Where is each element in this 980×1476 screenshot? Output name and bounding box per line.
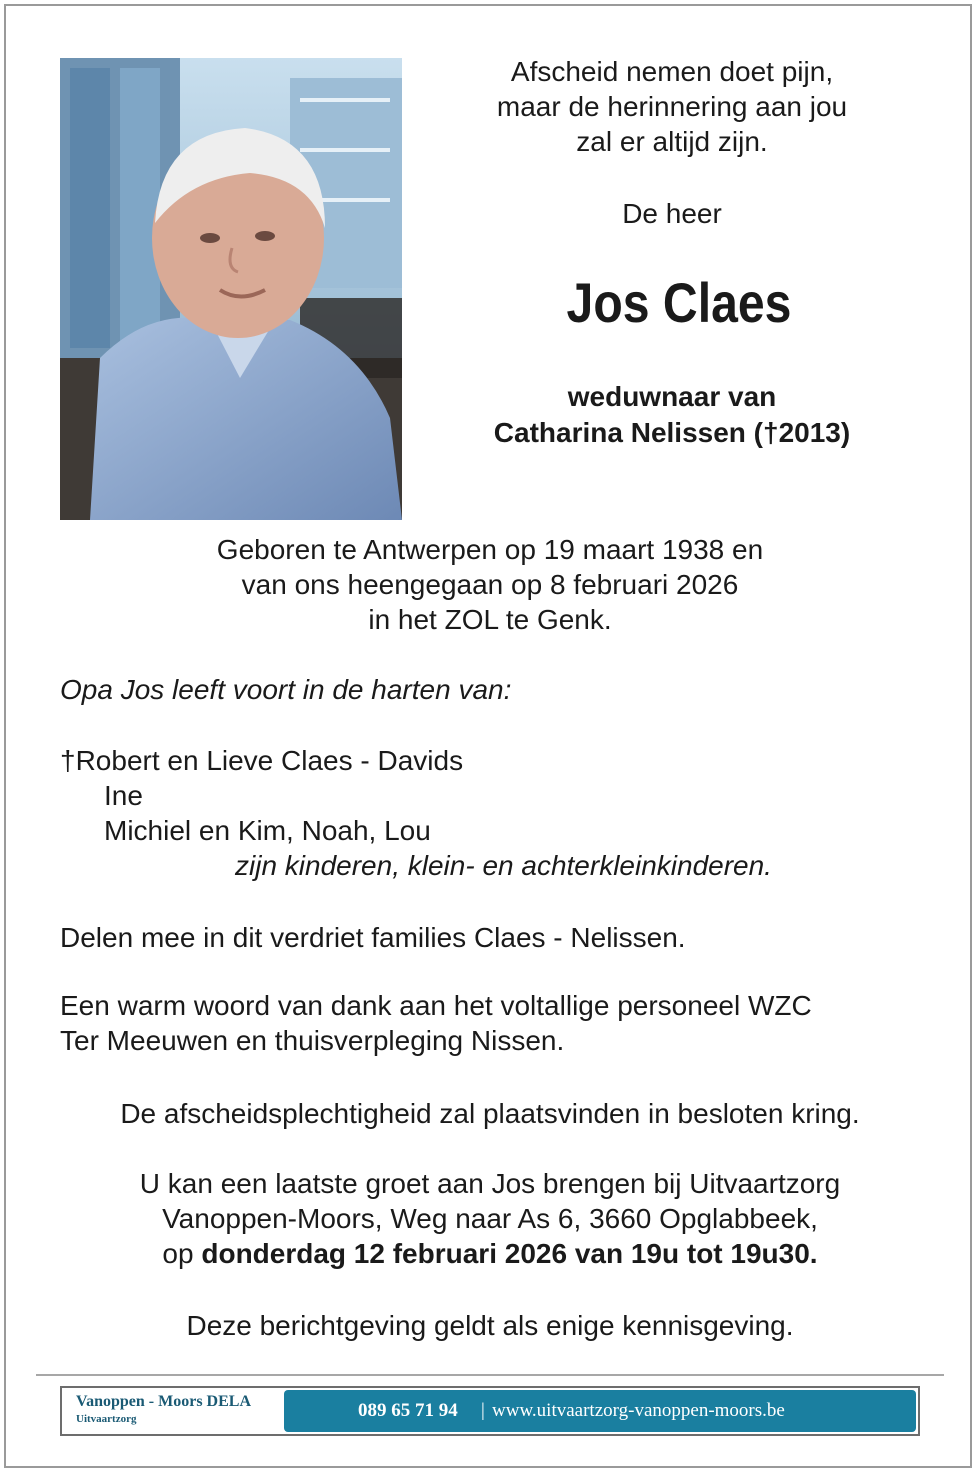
funeral-home-subtitle: Uitvaartzorg bbox=[76, 1413, 137, 1425]
farewell-quote bbox=[440, 54, 904, 159]
family-intro: Opa Jos leeft voort in de harten van: bbox=[60, 674, 512, 705]
notice-line: Deze berichtgeving geldt als enige kennisgeving. bbox=[186, 1310, 794, 1341]
website-link[interactable]: www.uitvaartzorg-vanoppen-moors.be bbox=[492, 1400, 785, 1421]
contact-bar bbox=[284, 1390, 916, 1432]
spouse-name: Catharina Nelissen (†2013) bbox=[493, 417, 851, 448]
ceremony-info: De afscheidsplechtigheid zal plaatsvinden in besloten kring. bbox=[120, 1098, 860, 1129]
visit-line: Vanoppen-Moors, Weg naar As 6, 3660 Opglabbeek, bbox=[162, 1203, 818, 1234]
sharing-line: Delen mee in dit verdriet families Claes - Nelissen. bbox=[60, 922, 686, 953]
family-line: Michiel en Kim, Noah, Lou bbox=[104, 815, 431, 846]
family-line: Ine bbox=[104, 780, 143, 811]
thanks-line: Een warm woord van dank aan het voltallige personeel WZC bbox=[60, 990, 812, 1021]
visit-date: donderdag 12 februari 2026 van 19u tot 19u30. bbox=[201, 1238, 818, 1269]
thanks-line: Ter Meeuwen en thuisverpleging Nissen. bbox=[60, 1025, 565, 1056]
footer-divider bbox=[36, 1374, 944, 1376]
contact-separator: | bbox=[481, 1400, 485, 1421]
visit-line bbox=[60, 1236, 920, 1271]
visitation-info bbox=[60, 1166, 920, 1271]
spouse-info bbox=[420, 379, 924, 451]
funeral-home-banner bbox=[60, 1386, 920, 1436]
family-list bbox=[60, 743, 772, 883]
birth-line: Geboren te Antwerpen op 19 maart 1938 en bbox=[216, 534, 764, 565]
thanks-note bbox=[60, 988, 812, 1058]
quote-line: Afscheid nemen doet pijn, bbox=[510, 56, 834, 87]
visit-line: U kan een laatste groet aan Jos brengen bij Uitvaartzorg bbox=[139, 1168, 841, 1199]
place-line: in het ZOL te Genk. bbox=[368, 604, 612, 635]
phone-number[interactable]: 089 65 71 94 bbox=[358, 1400, 458, 1421]
funeral-home-logo: Vanoppen - Moors DELA bbox=[76, 1393, 251, 1410]
quote-line: maar de herinnering aan jou bbox=[496, 91, 848, 122]
deceased-name: Jos Claes bbox=[566, 271, 792, 334]
portrait-photo bbox=[60, 58, 402, 520]
family-line: †Robert en Lieve Claes - Davids bbox=[60, 745, 464, 776]
spouse-label: weduwnaar van bbox=[567, 381, 777, 412]
quote-line: zal er altijd zijn. bbox=[576, 126, 768, 157]
visit-prefix: op bbox=[162, 1238, 202, 1269]
death-line: van ons heengegaan op 8 februari 2026 bbox=[241, 569, 739, 600]
family-relation: zijn kinderen, klein- en achterkleinkinderen. bbox=[235, 850, 772, 881]
honorific-title: De heer bbox=[622, 198, 722, 229]
birth-death-info bbox=[60, 532, 920, 637]
